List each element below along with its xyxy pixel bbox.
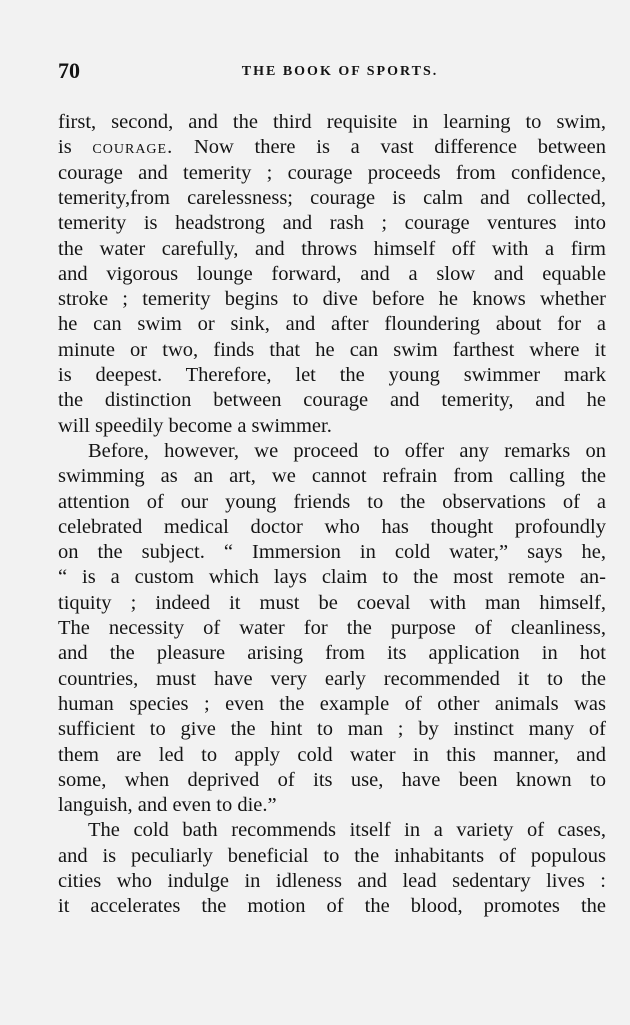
text-segment: minute or two, finds that he can swim farthest where it [58,338,606,361]
text-segment: tiquity ; indeed it must be coeval with man himself, [58,591,606,614]
text-segment: and is peculiarly beneficial to the inhabitants of populous [58,844,606,867]
text-segment: temerity is headstrong and rash ; courage ventures into [58,212,606,235]
text-segment: is [58,136,93,159]
text-line [58,262,606,286]
text-line [88,439,606,463]
text-segment: stroke ; temerity begins to dive before he knows whether [58,288,606,311]
text-line [58,287,606,311]
text-line [58,211,606,235]
text-segment: temerity,from carelessness; courage is calm and collected, [58,186,606,209]
text-line [58,135,606,159]
text-segment: celebrated medical doctor who has thought profoundly [58,515,606,538]
text-segment: “ is a custom which lays claim to the most remote an- [58,566,606,589]
text-segment: the distinction between courage and temerity, and he [58,389,606,412]
text-line [58,844,606,868]
text-segment: sufficient to give the hint to man ; by instinct many of [58,718,606,741]
text-line [58,540,606,564]
text-segment: some, when deprived of its use, have been known to [58,768,606,791]
text-line [58,186,606,210]
running-title: THE BOOK OF SPORTS. [241,64,439,79]
text-segment: Before, however, we proceed to offer any remarks on [88,439,606,462]
text-segment: will speedily become a swimmer. [58,414,332,437]
text-line [58,237,606,261]
text-segment: cities who indulge in idleness and lead sedentary lives : [58,870,606,892]
text-segment: the water carefully, and throws himself off with a firm [58,237,606,260]
text-line [58,793,606,817]
text-line [58,565,606,589]
text-line [58,667,606,691]
text-segment: he can swim or sink, and after floundering about for a [58,313,606,336]
text-segment: is deepest. Therefore, let the young swimmer mark [58,364,606,386]
text-segment: The cold bath recommends itself in a variety of cases, [88,819,606,842]
text-segment: attention of our young friends to the observations of a [58,490,606,513]
text-segment: and vigorous lounge forward, and a slow and equable [58,262,606,285]
text-segment: The necessity of water for the purpose of cleanliness, [58,617,606,639]
text-line [58,869,606,893]
text-segment: first, second, and the third requisite in learning to swim, [58,111,606,133]
text-line [58,692,606,716]
text-line [58,743,606,767]
small-caps-text: courage. [92,136,174,159]
text-segment: courage and temerity ; courage proceeds from confidence, [58,161,606,184]
text-line [58,312,606,336]
text-line [58,616,606,640]
text-line [58,414,606,438]
text-line [58,490,606,514]
text-line [58,161,606,185]
text-line [58,464,606,488]
text-line [58,338,606,362]
text-line [58,894,606,918]
text-segment: countries, must have very early recommended it to the [58,667,606,690]
text-line [58,363,606,387]
text-line [58,388,606,412]
text-segment: human species ; even the example of other animals was [58,692,606,715]
page-number: 70 [58,58,80,83]
text-line [58,768,606,792]
text-line [58,641,606,665]
text-line [58,110,606,134]
text-line [88,818,606,842]
text-segment: swimming as an art, we cannot refrain from calling the [58,465,606,488]
text-segment: them are led to apply cold water in this manner, and [58,743,606,766]
text-segment: it accelerates the motion of the blood, promotes the [58,895,606,918]
text-segment: on the subject. “ Immersion in cold water,” says he, [58,541,606,564]
text-segment: languish, and even to die.” [58,794,277,817]
text-line [58,717,606,741]
text-line [58,515,606,539]
text-segment: Now there is a vast difference between [173,136,606,159]
text-segment: and the pleasure arising from its application in hot [58,642,606,665]
text-line [58,591,606,615]
